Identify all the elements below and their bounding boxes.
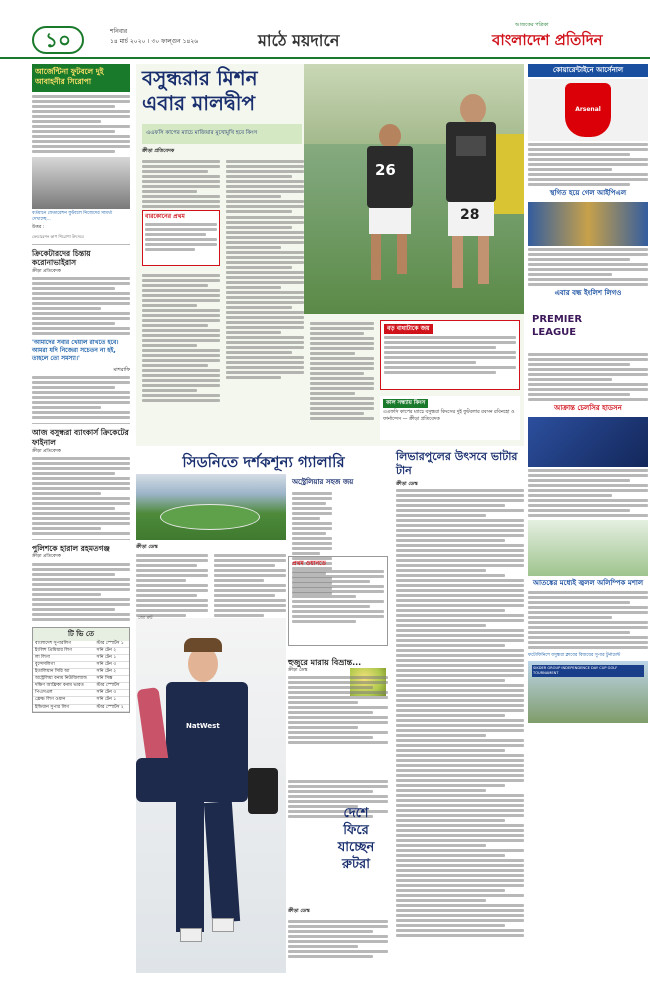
tv-program: পিএসএল	[33, 690, 94, 697]
page-number: ১০	[45, 27, 71, 52]
big-text-line-2: ফিরে	[343, 822, 369, 838]
quote-box-title: বড় বাধাটাকে জয়	[384, 324, 433, 334]
story5-title: আতঙ্কের মধ্যেই জ্বলল অলিম্পিক মশাল	[532, 578, 644, 587]
player-left	[359, 124, 421, 284]
story4-byline: ক্রীড়া প্রতিবেদক	[32, 554, 61, 560]
lead-headline: আর্জেন্টিনা ফুটবলে দুই আবাহনীর সিরোপা	[35, 67, 104, 86]
arsenal-crest	[565, 83, 611, 137]
left-column	[32, 64, 130, 979]
tv-channel: সনি সিক্স	[94, 676, 129, 683]
tv-program: বাংলাদেশ সুপারলিগ	[33, 641, 94, 648]
main-body-col1b	[142, 272, 220, 404]
results-title: প্রথম ওয়ানডে	[292, 560, 326, 567]
tv-guide-row	[33, 676, 129, 683]
results-box	[288, 556, 388, 646]
hudson-photo	[528, 417, 648, 467]
tv-guide-row	[33, 690, 129, 697]
tv-channel: স্টার স্পোর্টস ১	[94, 641, 129, 648]
page-number-badge	[32, 26, 84, 54]
golf-banner	[532, 665, 644, 677]
tv-guide-row	[33, 704, 129, 711]
tv-program: অস্ট্রেলিয়া বনাম নিউজিল্যান্ড	[33, 676, 94, 683]
pl-line-1: PREMIER	[532, 313, 583, 325]
liverpool-headline: লিভারপুলের উৎসবে ভাটার টান	[396, 450, 518, 478]
sydney-body-col2	[214, 552, 286, 619]
arsenal-photo	[528, 79, 648, 141]
sydney-byline: ক্রীড়া ডেস্ক	[136, 544, 158, 550]
lead-headline-box	[32, 64, 130, 92]
pl-logo	[528, 301, 648, 351]
big-text-block	[324, 806, 388, 874]
ipl-photo	[528, 202, 648, 246]
player-right-number: 28	[460, 207, 480, 223]
caption-title: কাল সন্ধ্যায় কিংস	[383, 399, 428, 408]
big-text-line-4: রুটরা	[342, 856, 370, 872]
right-column	[528, 64, 648, 979]
main-body-col2b	[226, 214, 304, 381]
side-box	[142, 210, 220, 266]
story1-title: কোয়ারেন্টাইনে আর্সেনাল	[552, 66, 624, 74]
main-body-col3	[310, 320, 374, 422]
player-left-number: 26	[375, 161, 396, 179]
liverpool-body	[396, 489, 524, 937]
caption-text: এএফসি কাপের ম্যাচে বসুন্ধরা কিংসের দুই ফুটবলার রবসন রবিনহো ও ফার্নান্দেস — ক্রীড়া প্রতিবেদক	[383, 410, 515, 422]
tv-guide-row	[33, 683, 129, 690]
trophy-photo	[32, 157, 130, 209]
golf-photo	[528, 661, 648, 723]
player-name-label: জো রুট	[138, 616, 153, 621]
tv-guide-table	[33, 641, 129, 712]
pl-line-2: LEAGUE	[532, 327, 577, 339]
masthead-rule	[0, 57, 650, 59]
story2-headline: ক্রিকেটারদের চিন্তায় করোনাভাইরাস	[32, 248, 91, 268]
brand-small: আজকের পত্রিকা	[515, 22, 549, 28]
footer-caption: ফটোফিনিশে বসুন্ধরা ক্লাবের বিজয়ের সুপার টুর্নামেন্ট	[528, 653, 621, 659]
tv-program: লা লিগা	[33, 655, 94, 662]
side-box-title: বারকোনের প্রথম	[145, 213, 185, 220]
tv-program: ইতালিয়ান সিরি আ	[33, 669, 94, 676]
tv-guide-row	[33, 662, 129, 669]
sub-headline: এএফসি কাপের ম্যাচে মাজিয়ার মুখোমুখি হবে কিংস	[146, 130, 258, 137]
tv-program: বুন্দেসলিগা	[33, 662, 94, 669]
torch-photo	[528, 520, 648, 576]
tv-guide-row	[33, 648, 129, 655]
photo-caption: বর্তমানে ফেডারেশন ফুটবলে নিজেদের সামর্থ্য দেখাচ্ছে...	[32, 211, 113, 223]
tv-program: ইন্ডিয়ান সুপার লিগ	[33, 704, 94, 711]
masthead	[0, 0, 650, 60]
tv-channel: স্টার স্পোর্টস	[94, 683, 129, 690]
photo-credit: উত্তর :	[32, 225, 45, 231]
players-photo	[304, 64, 524, 314]
main-headline: বসুন্ধরার মিশন এবার মালদ্বীপ	[142, 66, 258, 115]
main-story	[136, 64, 524, 446]
sub-headline-bar	[142, 124, 302, 144]
tv-channel: সনি টেন ২	[94, 669, 129, 676]
big-text-line-1: দেশে	[343, 806, 369, 821]
main-body-col1	[142, 158, 220, 215]
arsenal-text: Arsenal	[575, 106, 601, 114]
story1-title-bar	[528, 64, 648, 77]
tv-channel: সনি টেন ৩	[94, 662, 129, 669]
stadium-photo	[136, 474, 286, 540]
tv-guide-title: টি ভি তে	[33, 628, 129, 641]
story3-headline: আজ বসুন্ধরা ব্যাংকার্স ক্রিকেটের ফাইনাল	[32, 428, 129, 447]
brand-logo: বাংলাদেশ প্রতিদিন	[492, 31, 603, 49]
root-photo	[136, 618, 286, 973]
tv-guide-row	[33, 655, 129, 662]
pull-quote: 'আমাদের সবার খেয়াল রাখতে হবে। আমরা যদি নিজেরা সচেতন না হই, তাহলে তো সমস্যা।'	[32, 339, 119, 363]
photo-note: ফেডারেশন কাপ শিরোপা উৎসবে	[32, 234, 84, 240]
side-story	[288, 658, 388, 778]
tv-channel: স্টার স্পোর্টস ২	[94, 704, 129, 711]
side-story-headline: হুজুরে মারায় বিভ্রান্ত...	[288, 658, 362, 667]
sydney-body-col1	[136, 552, 208, 619]
tv-program: দক্ষিণ আফ্রিকা বনাম ভারত	[33, 683, 94, 690]
section-title: মাঠে ময়দানে	[258, 31, 340, 50]
story4-headline: পুলিশকে হারাল রহমতগঞ্জ	[32, 543, 110, 553]
player-right	[436, 94, 506, 294]
golf-banner-text: SIKDER GROUP INDEPENDENCE DAY CUP GOLF TOURNAMENT	[533, 666, 618, 675]
sydney-sub-headline: অস্ট্রেলিয়ার সহজ জয়	[292, 478, 354, 486]
story4-title: আক্রান্ত চেলসির হাডসন	[554, 404, 622, 413]
quote-box	[380, 320, 520, 390]
story2-title: স্থগিত হয়ে গেল আইপিএল	[549, 189, 627, 198]
main-body-col2	[226, 158, 304, 215]
weekday: শনিবার	[110, 28, 128, 35]
main-byline: ক্রীড়া প্রতিবেদক	[142, 148, 175, 154]
story3-byline: ক্রীড়া প্রতিবেদক	[32, 448, 61, 454]
big-text-line-3: যাচ্ছেন	[337, 839, 375, 855]
story2-byline: ক্রীড়া প্রতিবেদক	[32, 269, 61, 275]
tv-guide-row	[33, 669, 129, 676]
tv-channel: সনি টেন ২	[94, 648, 129, 655]
tv-guide	[32, 627, 130, 713]
story3-title: এবার বন্ধ ইংলিশ লিগও	[554, 288, 622, 297]
date-line: ১৪ মার্চ ২০২০ । ৩০ ফাল্গুন ১৪২৬	[110, 38, 199, 45]
bottom-body	[288, 918, 388, 960]
tv-channel: সনি টেন ১	[94, 697, 129, 704]
side-story-byline: ক্রীড়া ডেস্ক	[288, 668, 308, 674]
sydney-story	[136, 448, 391, 978]
tv-guide-row	[33, 697, 129, 704]
tv-program: ফ্রেঞ্চ লিগ ওয়ান	[33, 697, 94, 704]
tv-channel: সনি টেন ৩	[94, 690, 129, 697]
jersey-text: NatWest	[186, 722, 220, 730]
sydney-headline: সিডনিতে দর্শকশূন্য গ্যালারি	[182, 453, 345, 471]
quote-author: মাশরাফি	[113, 367, 130, 374]
tv-program: ইংলিশ প্রিমিয়ার লিগ	[33, 648, 94, 655]
liverpool-story	[396, 448, 524, 978]
photo-caption-box	[380, 396, 520, 440]
bottom-photo-credit: ক্রীড়া ডেস্ক	[288, 908, 310, 914]
liverpool-byline: ক্রীড়া ডেস্ক	[396, 480, 418, 487]
tv-channel: সনি টেন ১	[94, 655, 129, 662]
